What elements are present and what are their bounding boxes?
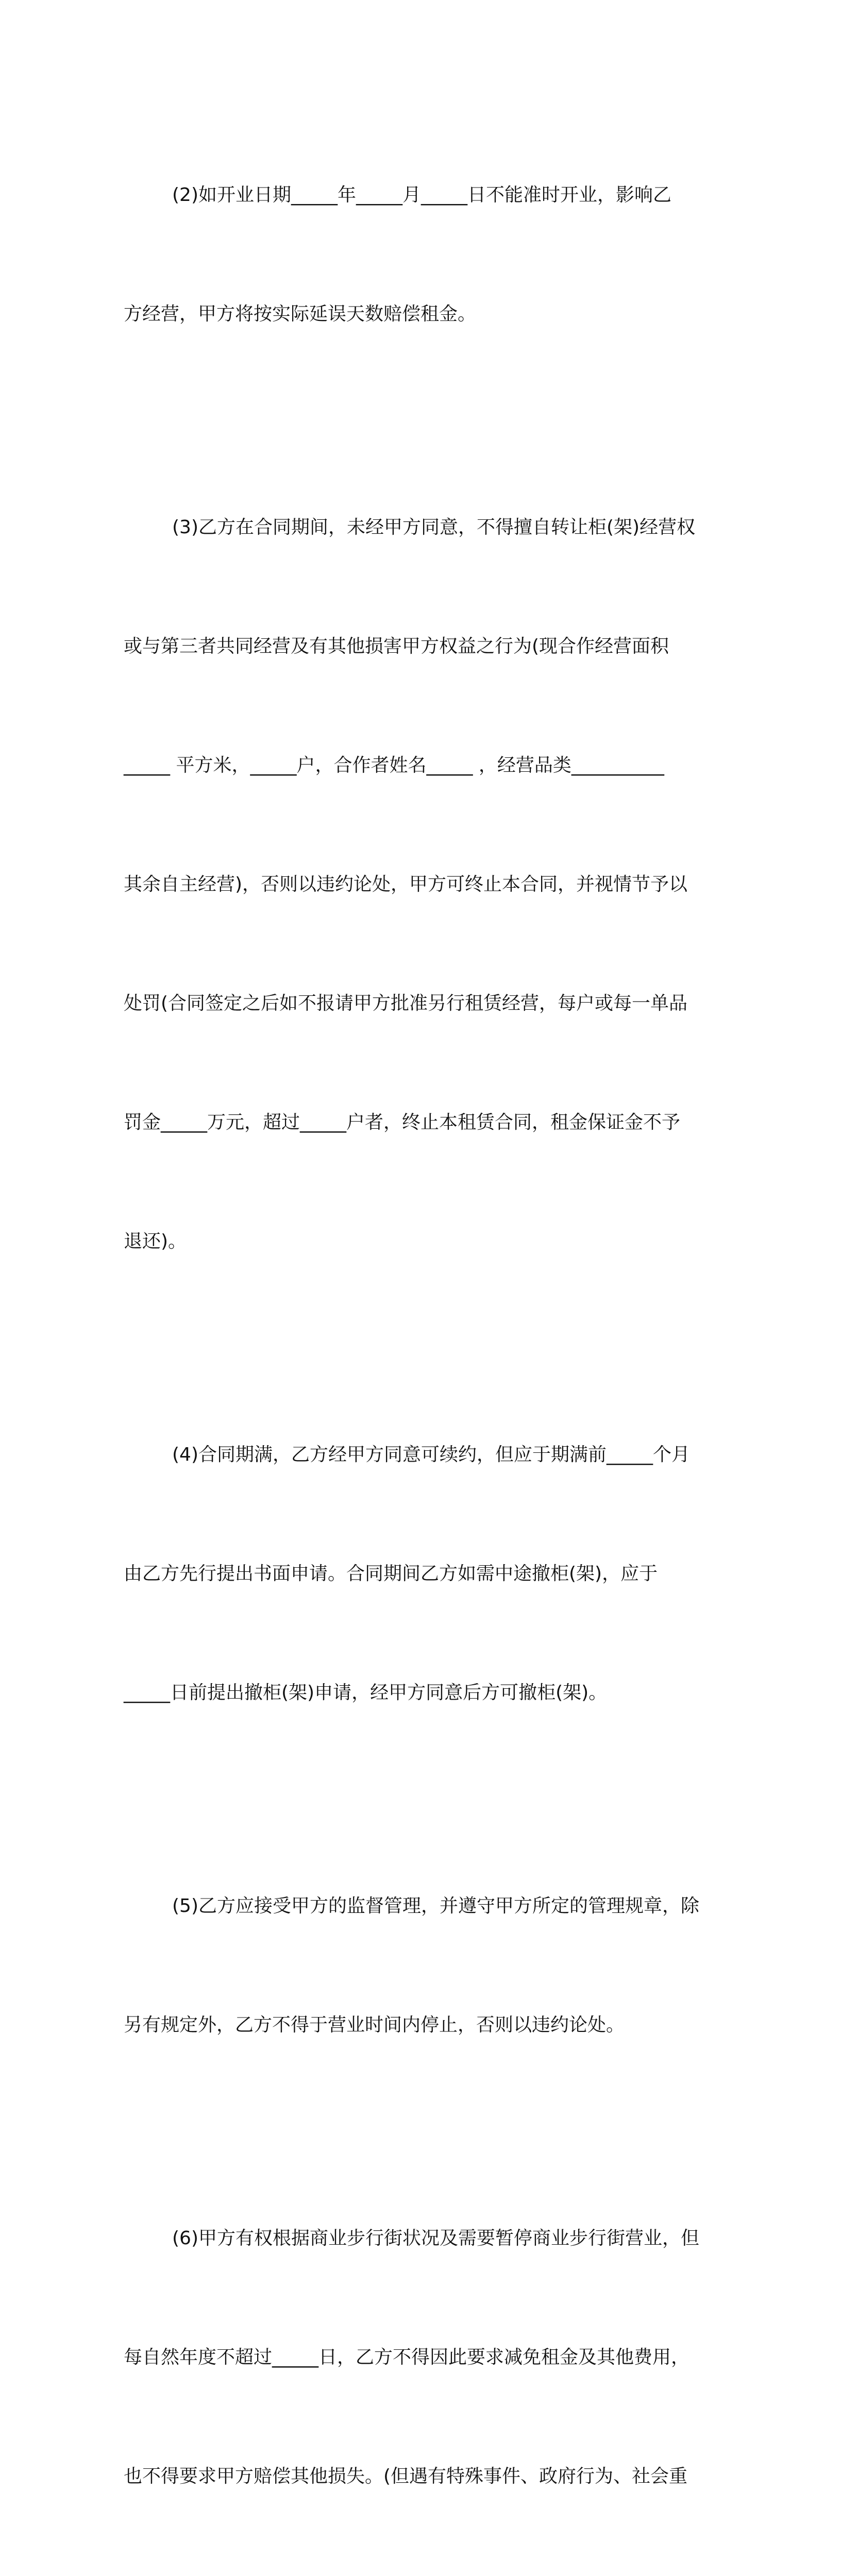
text-line: 每自然年度不超过_____日，乙方不得因此要求减免租金及其他费用， [124, 2347, 690, 2368]
text-line: (5)乙方应接受甲方的监督管理，并遵守甲方所定的管理规章，除 [172, 1895, 699, 1917]
text-line: (6)甲方有权根据商业步行街状况及需要暂停商业步行街营业，但 [172, 2228, 699, 2249]
text-line: 由乙方先行提出书面申请。合同期间乙方如需中途撤柜(架)，应于 [124, 1563, 658, 1584]
text-line: 方经营，甲方将按实际延误天数赔偿租金。 [124, 303, 477, 325]
clause-3-paragraph [124, 428, 716, 1341]
text-line: 其余自主经营)，否则以违约论处，甲方可终止本合同，并视情节予以 [124, 874, 688, 895]
text-line: 或与第三者共同经营及有其他损害甲方权益之行为(现合作经营面积 [124, 636, 669, 657]
text-line: 罚金_____万元，超过_____户者，终止本租赁合同，租金保证金不予 [124, 1112, 681, 1133]
document-body [124, 96, 716, 2576]
clause-6-paragraph [124, 2139, 716, 2576]
text-line: 也不得要求甲方赔偿其他损失。(但遇有特殊事件、政府行为、社会重 [124, 2466, 688, 2487]
text-line: 退还)。 [124, 1231, 187, 1252]
text-line: _____日前提出撤柜(架)申请，经甲方同意后方可撤柜(架)。 [124, 1682, 608, 1703]
text-line: (2)如开业日期_____年_____月_____日不能准时开业，影响乙 [172, 184, 671, 206]
clause-2-paragraph [124, 96, 716, 413]
text-line: 另有规定外，乙方不得于营业时间内停止，否则以违约论处。 [124, 2014, 625, 2036]
text-line: _____ 平方米，_____户，合作者姓名_____ ，经营品类__________ [124, 755, 664, 776]
clause-5-paragraph [124, 1807, 716, 2124]
text-line: (4)合同期满，乙方经甲方同意可续约，但应于期满前_____个月 [172, 1444, 690, 1465]
text-line: 处罚(合同签定之后如不报请甲方批准另行租赁经营，每户或每一单品 [124, 993, 688, 1014]
clause-4-paragraph [124, 1355, 716, 1792]
text-line: (3)乙方在合同期间，未经甲方同意，不得擅自转让柜(架)经营权 [172, 517, 696, 538]
